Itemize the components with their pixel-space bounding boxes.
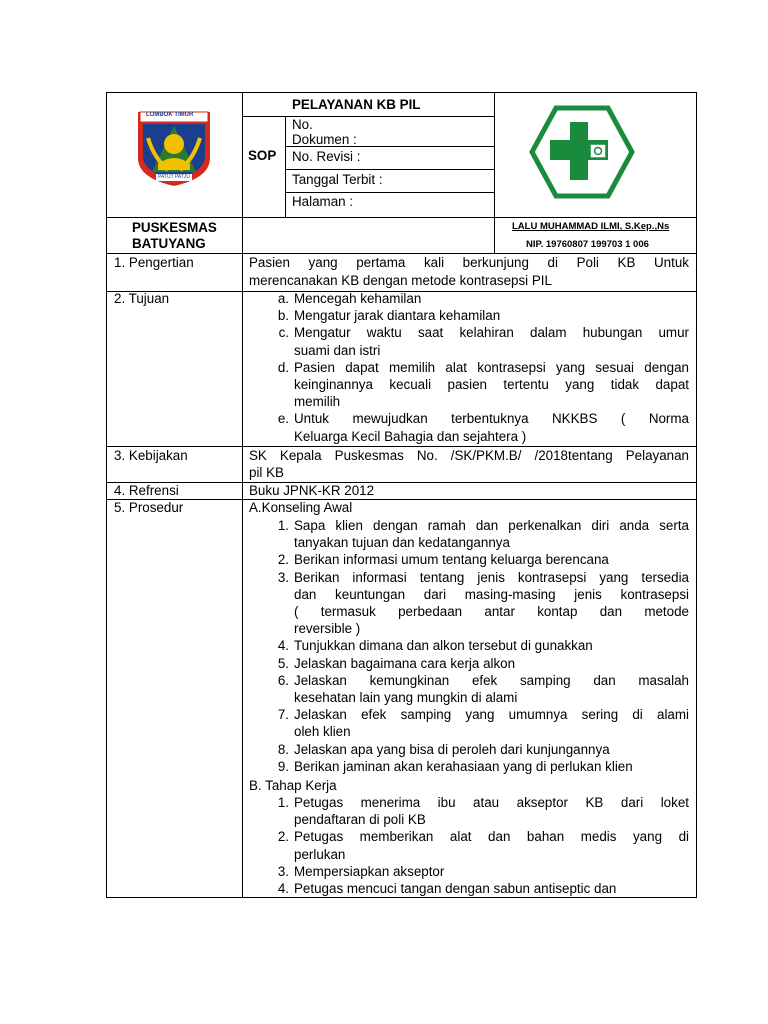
list-item-text: suami dan istri xyxy=(294,342,381,358)
pengertian-line: merencanakan KB dengan metode kontrasepsi PIL xyxy=(249,273,552,288)
list-item-text: kesehatan lain yang mungkin di alami xyxy=(294,690,518,705)
crest-top-text: LOMBOK TIMUR xyxy=(146,112,194,118)
list-item-text: pendaftaran di poli KB xyxy=(294,812,426,828)
divider xyxy=(242,92,243,898)
divider xyxy=(285,116,286,217)
list-item-marker: 2. xyxy=(277,829,289,845)
divider xyxy=(285,169,494,170)
field-no-dokumen-line2: Dokumen : xyxy=(292,132,357,147)
label-pengertian: 1. Pengertian xyxy=(114,255,194,270)
org-name-line1: PUSKESMAS xyxy=(132,220,217,235)
list-item-text: Mempersiapkan akseptor xyxy=(294,863,445,879)
list-item-text: tanyakan tujuan dan kedatangannya xyxy=(294,535,510,551)
list-item-text: oleh klien xyxy=(294,724,351,740)
label-refrensi: 4. Refrensi xyxy=(114,483,179,498)
list-item-marker: d. xyxy=(277,359,289,375)
list-item-marker: e. xyxy=(277,411,289,427)
pengertian-line: Pasien yang pertama kali berkunjung di Poli KB Untuk xyxy=(249,255,689,270)
list-item-marker: 7. xyxy=(277,707,289,723)
org-name-line2: BATUYANG xyxy=(132,236,206,251)
list-item-text: Sapa klien dengan ramah dan perkenalkan diri anda serta xyxy=(294,518,689,533)
list-item-marker: c. xyxy=(278,325,289,341)
puskesmas-logo xyxy=(528,104,636,200)
list-item-marker: 2. xyxy=(277,552,289,568)
list-item-text: Untuk mewujudkan terbentuknya NKKBS ( Norma xyxy=(294,411,689,427)
list-item-marker: b. xyxy=(277,308,289,324)
field-no-revisi: No. Revisi : xyxy=(292,149,361,164)
list-item-text: Petugas menerima ibu atau akseptor KB dari loket xyxy=(294,795,689,810)
table-frame xyxy=(106,92,697,898)
list-item-text: keinginannya kecuali pasien tertentu yang tidak dapat xyxy=(294,377,689,392)
sop-label: SOP xyxy=(248,148,277,163)
kebijakan-line: SK Kepala Puskesmas No. /SK/PKM.B/ /2018tentang Pelayanan xyxy=(249,448,689,463)
divider xyxy=(106,217,697,218)
list-item-marker: 3. xyxy=(277,863,289,879)
list-item-marker: 3. xyxy=(277,569,289,585)
list-item-text: Tunjukkan dimana dan alkon tersebut di gunakkan xyxy=(294,638,593,654)
list-item-text: perlukan xyxy=(294,846,346,862)
list-item-text: Mengatur waktu saat kelahiran dalam hubungan umur xyxy=(294,325,689,341)
list-item-marker: 1. xyxy=(277,518,289,533)
sop-document xyxy=(106,92,697,898)
list-item-text: Jelaskan kemungkinan efek samping dan masalah xyxy=(294,672,689,688)
signer-name: LALU MUHAMMAD ILMI, S.Kep.,Ns xyxy=(512,221,670,232)
field-halaman: Halaman : xyxy=(292,194,354,209)
list-item-marker: 1. xyxy=(277,795,289,810)
list-item-text: Jelaskan bagaimana cara kerja alkon xyxy=(294,655,516,671)
list-item-text: dan keuntungan dari masing-masing jenis kontrasepsi xyxy=(294,586,689,602)
list-item-marker: 5. xyxy=(277,655,289,671)
prosedur-part-a-title: A.Konseling Awal xyxy=(249,500,353,515)
list-item-text: Jelaskan efek samping yang umumnya sering di alami xyxy=(294,707,689,723)
list-item-marker: 6. xyxy=(277,672,289,688)
list-item-text: ( termasuk perbedaan antar kontap dan metode xyxy=(294,604,689,619)
divider xyxy=(106,482,697,483)
list-item-text: Jelaskan apa yang bisa di peroleh dari kunjungannya xyxy=(294,741,610,757)
list-item-text: Berikan informasi umum tentang keluarga berencana xyxy=(294,552,609,568)
divider xyxy=(242,116,494,117)
list-item-text: Pasien dapat memilih alat kontrasepsi yang sesuai dengan xyxy=(294,359,689,375)
divider xyxy=(494,92,495,253)
prosedur-part-b-title: B. Tahap Kerja xyxy=(249,778,337,793)
signer-nip: NIP. 19760807 199703 1 006 xyxy=(526,239,649,250)
list-item-text: Berikan informasi tentang jenis kontrasepsi yang tersedia xyxy=(294,569,689,585)
divider xyxy=(106,499,697,500)
list-item-text: Petugas memberikan alat dan bahan medis yang di xyxy=(294,829,689,845)
refrensi-line: Buku JPNK-KR 2012 xyxy=(249,483,375,498)
label-kebijakan: 3. Kebijakan xyxy=(114,448,188,463)
list-item-text: memilih xyxy=(294,394,341,410)
field-tanggal-terbit: Tanggal Terbit : xyxy=(292,172,383,187)
list-item-marker: 4. xyxy=(277,638,289,654)
kebijakan-line: pil KB xyxy=(249,465,284,480)
label-prosedur: 5. Prosedur xyxy=(114,500,184,515)
list-item-marker: a. xyxy=(277,291,289,306)
document-title: PELAYANAN KB PIL xyxy=(292,97,421,112)
list-item-text: Keluarga Kecil Bahagia dan sejahtera ) xyxy=(294,428,527,444)
field-no-dokumen-line1: No. xyxy=(292,117,313,132)
list-item-text: Mengatur jarak diantara kehamilan xyxy=(294,308,501,324)
list-item-marker: 9. xyxy=(277,758,289,774)
list-item-text: reversible ) xyxy=(294,621,361,637)
list-item-text: Petugas mencuci tangan dengan sabun antiseptic dan xyxy=(294,881,617,896)
list-item-marker: 4. xyxy=(277,881,289,896)
list-item-marker: 8. xyxy=(277,741,289,757)
label-tujuan: 2. Tujuan xyxy=(114,291,170,306)
list-item-text: Mencegah kehamilan xyxy=(294,291,422,306)
crest-bottom-text: PATUT PATJU xyxy=(158,174,191,180)
list-item-text: Berikan jaminan akan kerahasiaan yang di perlukan klien xyxy=(294,758,633,774)
